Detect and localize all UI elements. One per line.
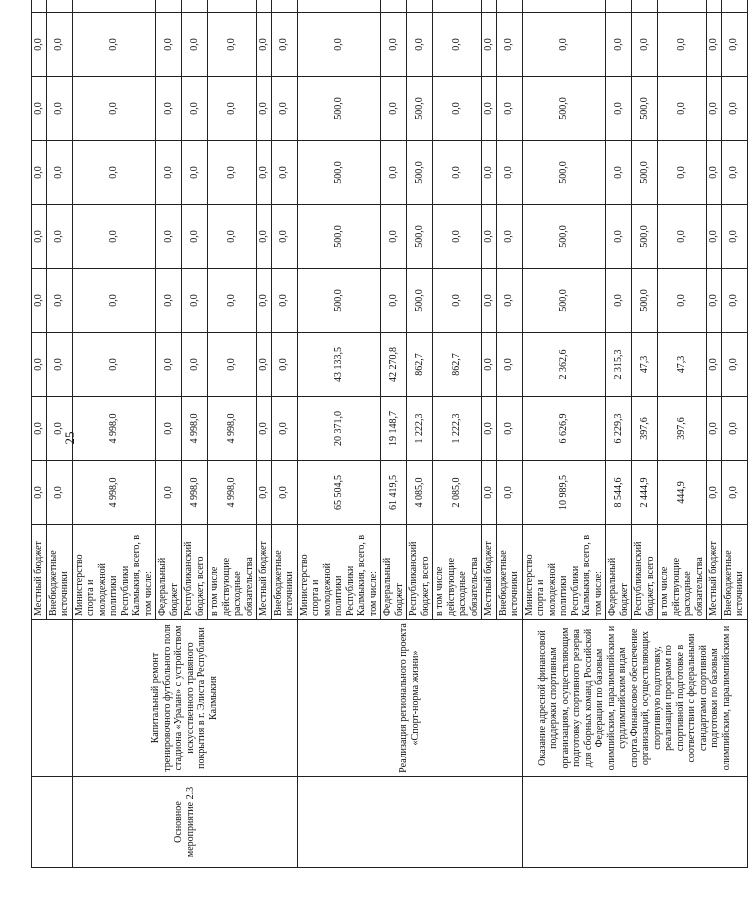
amount-cell: 0,0 [271,269,297,333]
amount-cell: 0,0 [606,141,632,205]
amount-cell: 0,0 [182,205,208,269]
funding-source-cell: Республиканский бюджет, всего [632,525,658,620]
amount-cell: 61 419,5 [381,461,407,525]
amount-cell: 500,0 [407,141,433,205]
amount-cell: 0,0 [433,13,482,77]
amount-cell [46,0,72,13]
amount-cell: 0,0 [156,77,182,141]
amount-cell: 0,0 [208,333,257,397]
funding-source-cell: Министерство спорта и молодежной политики Республики Калмыкия, всего, в том числе: [522,525,606,620]
amount-cell: 4 085,0 [407,461,433,525]
amount-cell: 0,0 [182,77,208,141]
amount-cell: 0,0 [257,205,272,269]
budget-table-body [32,0,748,868]
amount-cell: 4 998,0 [208,397,257,461]
funding-source-cell: Местный бюджет [257,525,272,620]
amount-cell: 0,0 [721,13,747,77]
amount-cell: 0,0 [721,269,747,333]
amount-cell: 0,0 [658,141,707,205]
amount-cell [658,0,707,13]
amount-cell [381,0,407,13]
amount-cell: 0,0 [208,269,257,333]
amount-cell [208,0,257,13]
amount-cell: 0,0 [72,269,156,333]
table-row [297,0,381,868]
amount-cell: 2 085,0 [433,461,482,525]
amount-cell: 0,0 [208,205,257,269]
amount-cell: 0,0 [182,141,208,205]
amount-cell: 0,0 [606,77,632,141]
amount-cell [271,0,297,13]
amount-cell: 500,0 [407,77,433,141]
amount-cell: 0,0 [707,77,722,141]
funding-source-cell: в том числе действующие расходные обязательства [658,525,707,620]
amount-cell: 0,0 [208,77,257,141]
amount-cell: 500,0 [297,77,381,141]
amount-cell: 397,6 [658,397,707,461]
amount-cell: 0,0 [297,13,381,77]
amount-cell: 0,0 [46,461,72,525]
amount-cell [482,0,497,13]
amount-cell: 0,0 [482,205,497,269]
amount-cell: 0,0 [46,269,72,333]
amount-cell: 0,0 [496,205,522,269]
amount-cell: 397,6 [632,397,658,461]
measure-code-cell [32,777,73,868]
amount-cell: 0,0 [156,205,182,269]
amount-cell [632,0,658,13]
measure-name-cell [32,620,73,777]
amount-cell: 0,0 [72,141,156,205]
amount-cell: 0,0 [72,205,156,269]
measure-name-cell: Капитальный ремонт тренировочного футбольного поля стадиона «Уралан» с устройством искусственного травяного покрытия в г. Элиста Республики Калмыкия [72,620,297,777]
measure-name-cell: Реализация регионального проекта «Спорт-норма жизни» [297,620,522,777]
amount-cell: 47,3 [632,333,658,397]
funding-source-cell: Республиканский бюджет, всего [182,525,208,620]
amount-cell: 0,0 [257,77,272,141]
funding-source-cell: Министерство спорта и молодежной политики Республики Калмыкия, всего, в том числе: [72,525,156,620]
funding-source-cell: Федеральный бюджет [156,525,182,620]
amount-cell: 500,0 [407,205,433,269]
table-row [72,0,156,868]
amount-cell: 0,0 [707,13,722,77]
amount-cell: 0,0 [208,13,257,77]
amount-cell: 0,0 [381,141,407,205]
amount-cell: 500,0 [632,205,658,269]
measure-code-cell [297,777,522,868]
amount-cell: 0,0 [46,333,72,397]
amount-cell: 0,0 [707,397,722,461]
amount-cell: 0,0 [707,461,722,525]
amount-cell: 2 444,9 [632,461,658,525]
amount-cell: 0,0 [72,77,156,141]
amount-cell: 0,0 [156,141,182,205]
amount-cell: 6 229,3 [606,397,632,461]
amount-cell: 500,0 [522,141,606,205]
amount-cell: 0,0 [482,77,497,141]
amount-cell: 0,0 [257,333,272,397]
amount-cell: 500,0 [297,141,381,205]
amount-cell: 0,0 [496,397,522,461]
amount-cell: 1 222,3 [407,397,433,461]
amount-cell: 0,0 [32,141,47,205]
amount-cell: 8 544,6 [606,461,632,525]
amount-cell: 0,0 [46,205,72,269]
amount-cell: 0,0 [632,13,658,77]
amount-cell: 500,0 [297,269,381,333]
amount-cell: 862,7 [407,333,433,397]
amount-cell: 500,0 [522,269,606,333]
amount-cell: 0,0 [32,13,47,77]
amount-cell: 0,0 [707,333,722,397]
amount-cell: 0,0 [32,397,47,461]
amount-cell: 0,0 [433,205,482,269]
amount-cell: 0,0 [257,461,272,525]
amount-cell: 444,9 [658,461,707,525]
amount-cell: 0,0 [381,13,407,77]
amount-cell: 0,0 [496,13,522,77]
budget-table [31,0,748,868]
amount-cell: 500,0 [632,77,658,141]
amount-cell: 0,0 [707,269,722,333]
amount-cell: 0,0 [32,205,47,269]
page-number: 25 [62,431,77,445]
funding-source-cell: Республиканский бюджет, всего [407,525,433,620]
amount-cell [606,0,632,13]
amount-cell: 0,0 [496,333,522,397]
amount-cell: 0,0 [496,141,522,205]
amount-cell: 500,0 [407,269,433,333]
amount-cell [257,0,272,13]
amount-cell: 0,0 [721,205,747,269]
funding-source-cell: Местный бюджет [32,525,47,620]
amount-cell: 0,0 [257,269,272,333]
amount-cell [721,0,747,13]
measure-code-cell: Основное мероприятие 2.3 [72,777,297,868]
amount-cell: 0,0 [522,13,606,77]
amount-cell: 4 998,0 [72,461,156,525]
amount-cell: 10 989,5 [522,461,606,525]
amount-cell: 500,0 [522,77,606,141]
amount-cell: 0,0 [182,13,208,77]
funding-source-cell: Министерство спорта и молодежной политики Республики Калмыкия, всего, в том числе: [297,525,381,620]
amount-cell: 0,0 [381,269,407,333]
amount-cell: 0,0 [658,77,707,141]
amount-cell: 0,0 [182,269,208,333]
amount-cell: 0,0 [482,397,497,461]
amount-cell: 0,0 [46,397,72,461]
amount-cell: 0,0 [721,397,747,461]
amount-cell: 0,0 [482,333,497,397]
amount-cell: 0,0 [496,269,522,333]
amount-cell [407,0,433,13]
amount-cell: 0,0 [496,77,522,141]
amount-cell: 0,0 [72,13,156,77]
amount-cell: 0,0 [156,397,182,461]
amount-cell: 0,0 [482,141,497,205]
amount-cell: 0,0 [257,141,272,205]
amount-cell: 0,0 [271,333,297,397]
amount-cell: 0,0 [32,269,47,333]
funding-source-cell: Федеральный бюджет [381,525,407,620]
amount-cell: 500,0 [632,269,658,333]
amount-cell: 0,0 [482,269,497,333]
amount-cell: 0,0 [271,13,297,77]
amount-cell: 0,0 [658,269,707,333]
amount-cell: 0,0 [658,205,707,269]
amount-cell: 0,0 [208,141,257,205]
amount-cell: 19 148,7 [381,397,407,461]
amount-cell: 2 362,6 [522,333,606,397]
amount-cell: 0,0 [257,397,272,461]
amount-cell [182,0,208,13]
amount-cell: 2 315,3 [606,333,632,397]
funding-source-cell: Внебюджетные источники [721,525,747,620]
amount-cell: 0,0 [482,13,497,77]
amount-cell: 42 270,8 [381,333,407,397]
amount-cell: 4 998,0 [72,397,156,461]
amount-cell: 0,0 [271,397,297,461]
amount-cell: 862,7 [433,333,482,397]
amount-cell: 0,0 [433,141,482,205]
amount-cell: 0,0 [271,461,297,525]
amount-cell: 0,0 [271,77,297,141]
amount-cell [32,0,47,13]
funding-source-cell: Местный бюджет [482,525,497,620]
amount-cell: 0,0 [721,461,747,525]
funding-source-cell: в том числе действующие расходные обязательства [208,525,257,620]
rotated-table-container [31,28,745,868]
amount-cell: 500,0 [632,141,658,205]
amount-cell: 0,0 [156,461,182,525]
amount-cell: 4 998,0 [182,397,208,461]
amount-cell: 65 504,5 [297,461,381,525]
amount-cell: 0,0 [271,141,297,205]
amount-cell: 4 998,0 [208,461,257,525]
amount-cell: 0,0 [721,141,747,205]
amount-cell: 43 133,5 [297,333,381,397]
amount-cell: 0,0 [32,461,47,525]
amount-cell: 500,0 [297,205,381,269]
amount-cell: 0,0 [606,205,632,269]
funding-source-cell: Внебюджетные источники [496,525,522,620]
funding-source-cell: Внебюджетные источники [46,525,72,620]
amount-cell [297,0,381,13]
table-row [522,0,606,868]
amount-cell: 0,0 [46,77,72,141]
amount-cell: 0,0 [257,13,272,77]
funding-source-cell: Федеральный бюджет [606,525,632,620]
amount-cell: 0,0 [721,77,747,141]
measure-name-cell: Оказание адресной финансовой поддержки спортивным организациям, осуществляющим подготовку спортивного резерва для сборных команд Российской Федерации по базовым олимпийским, паралимпийским и сурдлимпийским видам спорта.Финансовое обеспечение организаций, осуществляющих спортивную подготовку, реализации программ по спортивной подготовке в соответствии с федеральными стандартами спортивной подготовки по базовым олимпийским, паралимпийским и [522,620,747,777]
amount-cell: 0,0 [46,13,72,77]
amount-cell: 6 626,9 [522,397,606,461]
amount-cell [522,0,606,13]
measure-code-cell [522,777,747,868]
amount-cell [433,0,482,13]
funding-source-cell: Внебюджетные источники [271,525,297,620]
amount-cell: 0,0 [707,205,722,269]
amount-cell: 0,0 [381,205,407,269]
amount-cell: 500,0 [522,205,606,269]
amount-cell: 0,0 [482,461,497,525]
amount-cell: 0,0 [606,13,632,77]
amount-cell: 0,0 [433,269,482,333]
table-row [32,0,47,868]
amount-cell: 0,0 [156,269,182,333]
amount-cell: 0,0 [156,333,182,397]
amount-cell: 0,0 [721,333,747,397]
amount-cell: 0,0 [606,269,632,333]
amount-cell: 4 998,0 [182,461,208,525]
amount-cell: 0,0 [46,141,72,205]
amount-cell: 0,0 [72,333,156,397]
funding-source-cell: Местный бюджет [707,525,722,620]
amount-cell: 0,0 [496,461,522,525]
amount-cell [72,0,156,13]
amount-cell: 0,0 [156,13,182,77]
amount-cell: 0,0 [381,77,407,141]
amount-cell: 0,0 [32,77,47,141]
amount-cell: 20 371,0 [297,397,381,461]
amount-cell [156,0,182,13]
amount-cell: 0,0 [433,77,482,141]
amount-cell: 0,0 [707,141,722,205]
amount-cell: 0,0 [271,205,297,269]
amount-cell: 0,0 [32,333,47,397]
amount-cell: 0,0 [182,333,208,397]
amount-cell: 1 222,3 [433,397,482,461]
amount-cell: 0,0 [407,13,433,77]
amount-cell: 47,3 [658,333,707,397]
amount-cell [707,0,722,13]
funding-source-cell: в том числе действующие расходные обязательства [433,525,482,620]
amount-cell [496,0,522,13]
amount-cell: 0,0 [658,13,707,77]
